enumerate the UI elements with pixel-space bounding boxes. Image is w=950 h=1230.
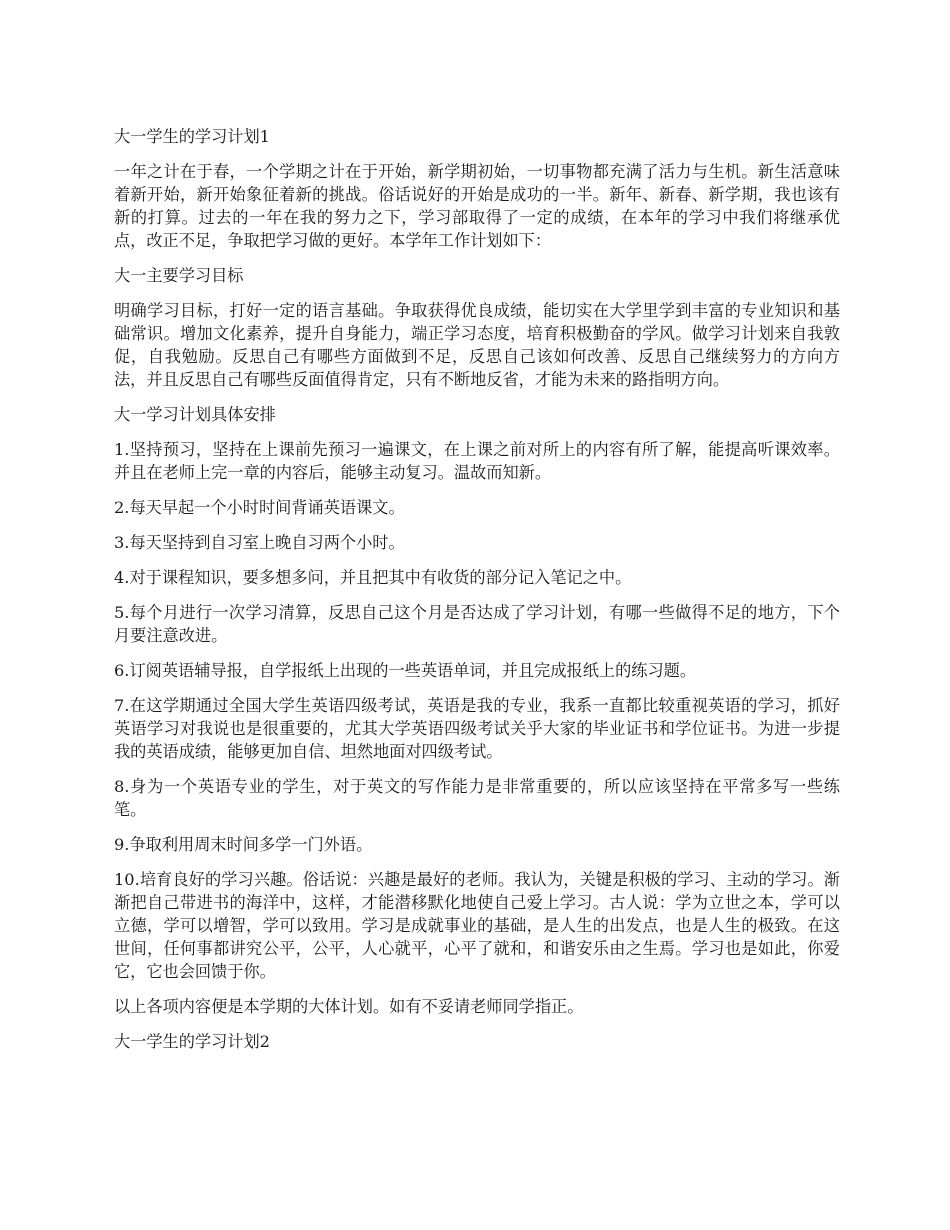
plan-item-8: 8.身为一个英语专业的学生，对于英文的写作能力是非常重要的，所以应该坚持在平常多写一些练笔。 — [114, 777, 840, 819]
document-title-2: 大一学生的学习计划2 — [114, 1032, 270, 1051]
plan-item-6: 6.订阅英语辅导报，自学报纸上出现的一些英语单词，并且完成报纸上的练习题。 — [114, 661, 697, 680]
plan-item-1: 1.坚持预习，坚持在上课前先预习一遍课文，在上课之前对所上的内容有所了解，能提高听课效率。并且在老师上完一章的内容后，能够主动复习。温故而知新。 — [114, 440, 840, 482]
section-heading-goals: 大一主要学习目标 — [114, 266, 244, 285]
intro-paragraph: 一年之计在于春，一个学期之计在于开始，新学期初始，一切事物都充满了活力与生机。新生活意味着新开始，新开始象征着新的挑战。俗话说好的开始是成功的一半。新年、新春、新学期，我也该有新的打算。过去的一年在我的努力之下，学习部取得了一定的成绩，在本年的学习中我们将继承优点，改正不足，争取把学习做的更好。本学年工作计划如下： — [114, 162, 840, 250]
goals-paragraph: 明确学习目标，打好一定的语言基础。争取获得优良成绩，能切实在大学里学到丰富的专业知识和基础常识。增加文化素养，提升自身能力，端正学习态度，培育积极勤奋的学风。做学习计划来自我敦促，自我勉励。反思自己有哪些方面做到不足，反思自己该如何改善、反思自己继续努力的方向方法，并且反思自己有哪些反面值得肯定，只有不断地反省，才能为未来的路指明方向。 — [114, 301, 840, 389]
plan-item-5: 5.每个月进行一次学习清算，反思自己这个月是否达成了学习计划，有哪一些做得不足的地方，下个月要注意改进。 — [114, 603, 840, 645]
plan-item-4: 4.对于课程知识，要多想多问，并且把其中有收货的部分记入笔记之中。 — [114, 568, 632, 587]
plan-item-2: 2.每天早起一个小时时间背诵英语课文。 — [114, 498, 405, 517]
section-heading-plan: 大一学习计划具体安排 — [114, 405, 276, 424]
plan-item-3: 3.每天坚持到自习室上晚自习两个小时。 — [114, 533, 405, 552]
closing-paragraph: 以上各项内容便是本学期的大体计划。如有不妥请老师同学指正。 — [114, 997, 584, 1016]
document-title-1: 大一学生的学习计划1 — [114, 127, 270, 146]
plan-item-7: 7.在这学期通过全国大学生英语四级考试，英语是我的专业，我系一直都比较重视英语的学习，抓好英语学习对我说也是很重要的，尤其大学英语四级考试关乎大家的毕业证书和学位证书。为进一步提我的英语成绩，能够更加自信、坦然地面对四级考试。 — [114, 696, 840, 761]
plan-item-10: 10.培育良好的学习兴趣。俗话说：兴趣是最好的老师。我认为，关键是积极的学习、主动的学习。渐渐把自己带进书的海洋中，这样，才能潜移默化地使自己爱上学习。古人说：学为立世之本，学可以立德，学可以增智，学可以致用。学习是成就事业的基础，是人生的出发点，也是人生的极致。在这世间，任何事都讲究公平，公平，人心就平，心平了就和，和谐安乐由之生焉。学习也是如此，你爱它，它也会回馈于你。 — [114, 870, 840, 981]
plan-item-9: 9.争取利用周末时间多学一门外语。 — [114, 835, 373, 854]
